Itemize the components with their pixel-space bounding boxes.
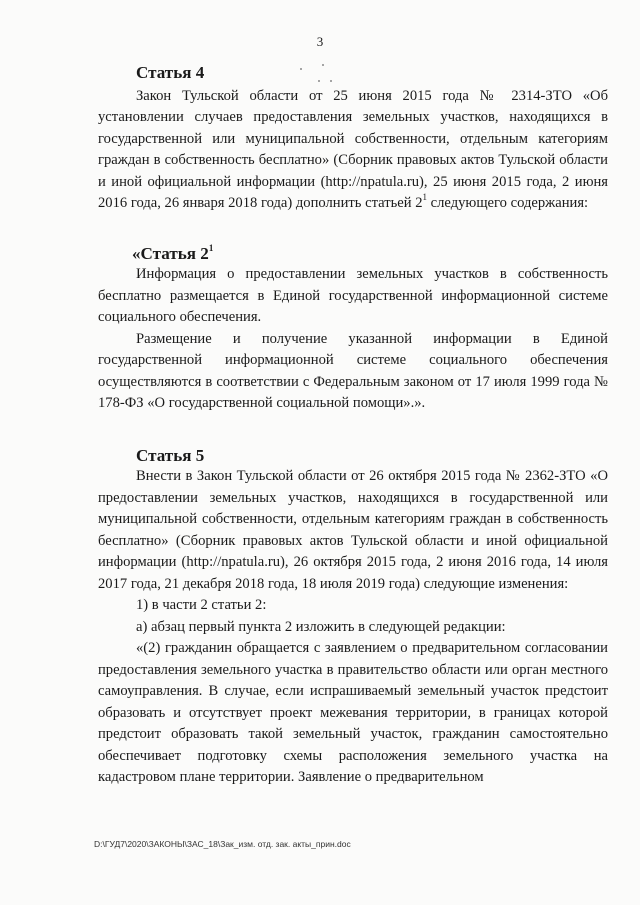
article-5-quote: «(2) гражданин обращается с заявлением о предварительном согласовании предоставления земельного участка в правительство области или орган местного самоуправления. В случае, если испрашиваемый земельный участок предстоит образовать и отсутствует проект межевания территории, в границах которой предстоит образовать такой земельный участок, гражданин самостоятельно обеспечивает подготовку схемы расположения земельного участка на кадастровом плане территории. Заявление о предварительном	[98, 640, 608, 785]
article-4-title: Статья 4	[136, 63, 205, 82]
document-body	[98, 62, 608, 789]
file-path-footer: D:\ГУД7\2020\ЗАКОНЫ\ЗАС_18\Зак_изм. отд. зак. акты_прин.doc	[94, 839, 351, 849]
article-2-1-title-text: «Статья 2	[132, 243, 209, 263]
article-5-intro: Внести в Закон Тульской области от 26 октября 2015 года № 2362-ЗТО «О предоставлении земельных участков, находящихся в государственной или муниципальной собственности, отдельным категориям граждан в собственность бесплатно» (Сборник правовых актов Тульской области и иной официальной информации (http://npatula.ru), 26 октября 2015 года, 2 июня 2016 года, 14 июля 2017 года, 21 декабря 2018 года, 18 июля 2019 года) следующие изменения:	[98, 468, 608, 592]
article-4-superscript: 1	[422, 192, 427, 203]
page-number: 3	[316, 34, 324, 49]
article-5-item-1: 1) в части 2 статьи 2:	[136, 597, 267, 613]
article-5-item-1a: а) абзац первый пункта 2 изложить в следующей редакции:	[136, 618, 506, 635]
article-4-text	[98, 86, 608, 215]
article-5-title: Статья 5	[136, 445, 205, 465]
article-2-1-title-superscript: 1	[208, 242, 214, 253]
article-2-1-title	[98, 243, 608, 265]
article-2-1-paragraph-1: Информация о предоставлении земельных участков в собственность бесплатно размещается в Единой государственной информационной системе социального обеспечения.	[98, 266, 608, 325]
article-2-1-paragraph-2: Размещение и получение указанной информации в Единой государственной информационной системе социального обеспечения осуществляются в соответствии с Федеральным законом от 17 июля 1999 года № 178-ФЗ «О государственной социальной помощи».».	[98, 330, 608, 411]
article-4-text-end: следующего содержания:	[427, 195, 589, 211]
article-4-text-main: Закон Тульской области от 25 июня 2015 года № 2314-ЗТО «Об установлении случаев предоставления земельных участков, находящихся в государственной или муниципальной собственности, отдельным категориям граждан в собственность бесплатно» (Сборник правовых актов Тульской области и иной официальной информации (http://npatula.ru), 25 июня 2015 года, 2 июня 2016 года, 26 января 2018 года) дополнить статьей 2	[98, 87, 608, 211]
